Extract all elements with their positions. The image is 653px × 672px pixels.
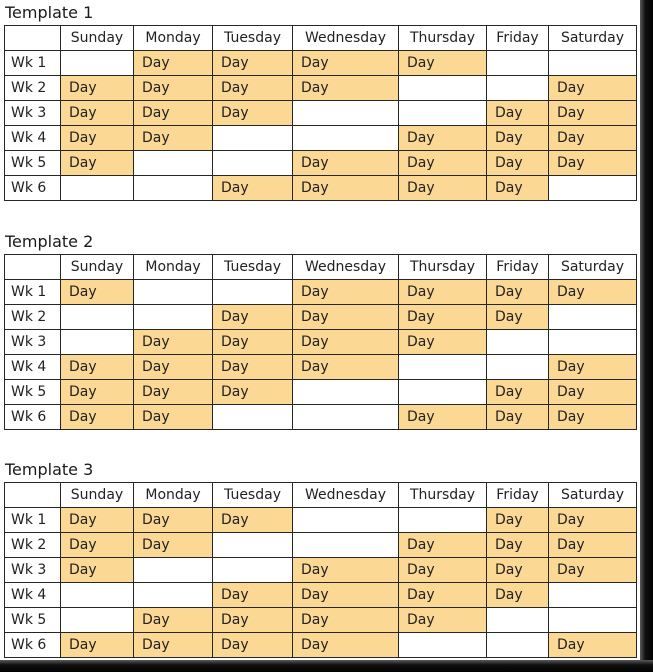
day-cell-tuesday: Day (213, 380, 293, 405)
week-label: Wk 1 (5, 51, 61, 76)
day-cell-thursday (399, 633, 487, 658)
day-cell-thursday (399, 380, 487, 405)
header-cell-tuesday: Tuesday (213, 483, 293, 508)
day-cell-wednesday: Day (293, 76, 399, 101)
week-row (5, 405, 637, 430)
day-cell-saturday: Day (549, 533, 637, 558)
day-cell-tuesday: Day (213, 508, 293, 533)
week-row (5, 508, 637, 533)
header-row (5, 483, 637, 508)
day-cell-friday: Day (487, 101, 549, 126)
header-cell-tuesday: Tuesday (213, 26, 293, 51)
day-cell-sunday: Day (61, 76, 134, 101)
week-label: Wk 4 (5, 126, 61, 151)
day-cell-tuesday: Day (213, 176, 293, 201)
day-cell-thursday: Day (399, 558, 487, 583)
day-cell-thursday (399, 101, 487, 126)
header-cell-sunday: Sunday (61, 26, 134, 51)
week-label: Wk 1 (5, 280, 61, 305)
day-cell-monday (134, 280, 213, 305)
page-shadow-right (640, 0, 653, 672)
header-corner-cell (5, 26, 61, 51)
day-cell-tuesday: Day (213, 51, 293, 76)
day-cell-tuesday (213, 126, 293, 151)
day-cell-thursday (399, 355, 487, 380)
day-cell-sunday: Day (61, 558, 134, 583)
header-cell-saturday: Saturday (549, 26, 637, 51)
day-cell-sunday: Day (61, 508, 134, 533)
day-cell-tuesday: Day (213, 330, 293, 355)
week-label: Wk 6 (5, 405, 61, 430)
week-label: Wk 1 (5, 508, 61, 533)
day-cell-thursday (399, 76, 487, 101)
day-cell-friday: Day (487, 126, 549, 151)
day-cell-sunday: Day (61, 380, 134, 405)
day-cell-friday: Day (487, 533, 549, 558)
day-cell-thursday: Day (399, 608, 487, 633)
day-cell-wednesday: Day (293, 176, 399, 201)
header-corner-cell (5, 483, 61, 508)
day-cell-sunday: Day (61, 405, 134, 430)
template-title: Template 2 (5, 232, 94, 251)
week-label: Wk 3 (5, 558, 61, 583)
template-3-section (4, 457, 636, 658)
header-cell-friday: Friday (487, 483, 549, 508)
week-row (5, 126, 637, 151)
template-1-section (4, 0, 636, 201)
week-row (5, 51, 637, 76)
day-cell-sunday: Day (61, 355, 134, 380)
day-cell-thursday (399, 508, 487, 533)
day-cell-tuesday: Day (213, 633, 293, 658)
week-label: Wk 3 (5, 330, 61, 355)
week-label: Wk 5 (5, 608, 61, 633)
week-label: Wk 4 (5, 355, 61, 380)
template-title: Template 3 (5, 460, 94, 479)
day-cell-friday (487, 633, 549, 658)
day-cell-wednesday: Day (293, 151, 399, 176)
day-cell-saturday (549, 608, 637, 633)
schedule-table (4, 482, 637, 658)
header-cell-saturday: Saturday (549, 483, 637, 508)
header-cell-thursday: Thursday (399, 483, 487, 508)
day-cell-sunday: Day (61, 101, 134, 126)
header-row (5, 26, 637, 51)
header-cell-wednesday: Wednesday (293, 26, 399, 51)
header-cell-sunday: Sunday (61, 483, 134, 508)
day-cell-sunday: Day (61, 280, 134, 305)
day-cell-friday: Day (487, 176, 549, 201)
day-cell-saturday: Day (549, 508, 637, 533)
day-cell-sunday (61, 583, 134, 608)
day-cell-tuesday: Day (213, 101, 293, 126)
day-cell-tuesday (213, 405, 293, 430)
header-corner-cell (5, 255, 61, 280)
day-cell-monday: Day (134, 76, 213, 101)
day-cell-wednesday (293, 380, 399, 405)
header-cell-tuesday: Tuesday (213, 255, 293, 280)
day-cell-saturday: Day (549, 633, 637, 658)
week-row (5, 330, 637, 355)
day-cell-saturday: Day (549, 558, 637, 583)
day-cell-saturday (549, 330, 637, 355)
day-cell-thursday: Day (399, 176, 487, 201)
day-cell-saturday: Day (549, 126, 637, 151)
day-cell-monday (134, 176, 213, 201)
day-cell-tuesday: Day (213, 76, 293, 101)
day-cell-thursday: Day (399, 151, 487, 176)
week-label: Wk 2 (5, 76, 61, 101)
day-cell-saturday (549, 51, 637, 76)
day-cell-saturday: Day (549, 280, 637, 305)
day-cell-thursday: Day (399, 51, 487, 76)
week-label: Wk 6 (5, 633, 61, 658)
week-label: Wk 2 (5, 305, 61, 330)
day-cell-tuesday (213, 533, 293, 558)
day-cell-wednesday (293, 533, 399, 558)
day-cell-wednesday: Day (293, 608, 399, 633)
day-cell-monday: Day (134, 405, 213, 430)
day-cell-tuesday (213, 151, 293, 176)
day-cell-wednesday (293, 405, 399, 430)
day-cell-wednesday: Day (293, 633, 399, 658)
day-cell-friday: Day (487, 380, 549, 405)
day-cell-saturday (549, 583, 637, 608)
day-cell-wednesday (293, 508, 399, 533)
header-cell-monday: Monday (134, 255, 213, 280)
day-cell-saturday: Day (549, 380, 637, 405)
day-cell-saturday (549, 176, 637, 201)
day-cell-monday: Day (134, 126, 213, 151)
day-cell-sunday (61, 176, 134, 201)
day-cell-thursday: Day (399, 305, 487, 330)
template-2-section (4, 229, 636, 430)
page-shadow-bottom (0, 660, 653, 672)
day-cell-friday: Day (487, 305, 549, 330)
day-cell-thursday: Day (399, 533, 487, 558)
day-cell-tuesday: Day (213, 355, 293, 380)
day-cell-friday: Day (487, 405, 549, 430)
week-row (5, 355, 637, 380)
week-row (5, 176, 637, 201)
day-cell-wednesday: Day (293, 583, 399, 608)
week-row (5, 633, 637, 658)
day-cell-sunday (61, 51, 134, 76)
day-cell-saturday: Day (549, 151, 637, 176)
day-cell-tuesday: Day (213, 583, 293, 608)
day-cell-thursday: Day (399, 583, 487, 608)
day-cell-sunday: Day (61, 151, 134, 176)
week-row (5, 583, 637, 608)
day-cell-monday: Day (134, 355, 213, 380)
day-cell-friday (487, 355, 549, 380)
day-cell-friday (487, 330, 549, 355)
week-row (5, 533, 637, 558)
day-cell-monday: Day (134, 380, 213, 405)
header-cell-friday: Friday (487, 26, 549, 51)
day-cell-wednesday: Day (293, 330, 399, 355)
header-cell-monday: Monday (134, 26, 213, 51)
week-label: Wk 2 (5, 533, 61, 558)
day-cell-saturday (549, 305, 637, 330)
week-label: Wk 4 (5, 583, 61, 608)
week-row (5, 558, 637, 583)
header-cell-wednesday: Wednesday (293, 483, 399, 508)
day-cell-monday (134, 305, 213, 330)
day-cell-sunday (61, 330, 134, 355)
day-cell-wednesday: Day (293, 558, 399, 583)
day-cell-friday (487, 608, 549, 633)
header-row (5, 255, 637, 280)
week-row (5, 380, 637, 405)
header-cell-saturday: Saturday (549, 255, 637, 280)
day-cell-monday (134, 558, 213, 583)
day-cell-tuesday: Day (213, 305, 293, 330)
week-row (5, 76, 637, 101)
day-cell-thursday: Day (399, 280, 487, 305)
day-cell-tuesday (213, 558, 293, 583)
day-cell-tuesday (213, 280, 293, 305)
schedule-table (4, 25, 637, 201)
day-cell-thursday: Day (399, 330, 487, 355)
week-row (5, 101, 637, 126)
day-cell-wednesday: Day (293, 51, 399, 76)
day-cell-monday: Day (134, 633, 213, 658)
day-cell-friday: Day (487, 151, 549, 176)
week-row (5, 151, 637, 176)
week-label: Wk 6 (5, 176, 61, 201)
day-cell-monday: Day (134, 508, 213, 533)
week-row (5, 608, 637, 633)
day-cell-friday (487, 76, 549, 101)
schedule-table (4, 254, 637, 430)
day-cell-friday: Day (487, 558, 549, 583)
day-cell-wednesday (293, 101, 399, 126)
week-label: Wk 3 (5, 101, 61, 126)
day-cell-monday: Day (134, 51, 213, 76)
day-cell-sunday (61, 305, 134, 330)
day-cell-monday (134, 151, 213, 176)
week-row (5, 305, 637, 330)
week-row (5, 280, 637, 305)
week-label: Wk 5 (5, 151, 61, 176)
day-cell-saturday: Day (549, 101, 637, 126)
day-cell-saturday: Day (549, 76, 637, 101)
day-cell-wednesday: Day (293, 280, 399, 305)
day-cell-monday: Day (134, 330, 213, 355)
header-cell-thursday: Thursday (399, 26, 487, 51)
header-cell-thursday: Thursday (399, 255, 487, 280)
day-cell-wednesday: Day (293, 305, 399, 330)
day-cell-thursday: Day (399, 126, 487, 151)
day-cell-saturday: Day (549, 405, 637, 430)
header-cell-friday: Friday (487, 255, 549, 280)
day-cell-friday: Day (487, 583, 549, 608)
day-cell-sunday: Day (61, 633, 134, 658)
day-cell-monday: Day (134, 608, 213, 633)
template-title: Template 1 (5, 3, 94, 22)
day-cell-monday: Day (134, 101, 213, 126)
day-cell-thursday: Day (399, 405, 487, 430)
header-cell-monday: Monday (134, 483, 213, 508)
day-cell-tuesday: Day (213, 608, 293, 633)
header-cell-sunday: Sunday (61, 255, 134, 280)
day-cell-friday: Day (487, 508, 549, 533)
day-cell-sunday: Day (61, 533, 134, 558)
day-cell-saturday: Day (549, 355, 637, 380)
day-cell-sunday: Day (61, 126, 134, 151)
day-cell-monday: Day (134, 533, 213, 558)
day-cell-sunday (61, 608, 134, 633)
day-cell-friday (487, 51, 549, 76)
day-cell-monday (134, 583, 213, 608)
day-cell-wednesday (293, 126, 399, 151)
header-cell-wednesday: Wednesday (293, 255, 399, 280)
day-cell-wednesday: Day (293, 355, 399, 380)
week-label: Wk 5 (5, 380, 61, 405)
day-cell-friday: Day (487, 280, 549, 305)
